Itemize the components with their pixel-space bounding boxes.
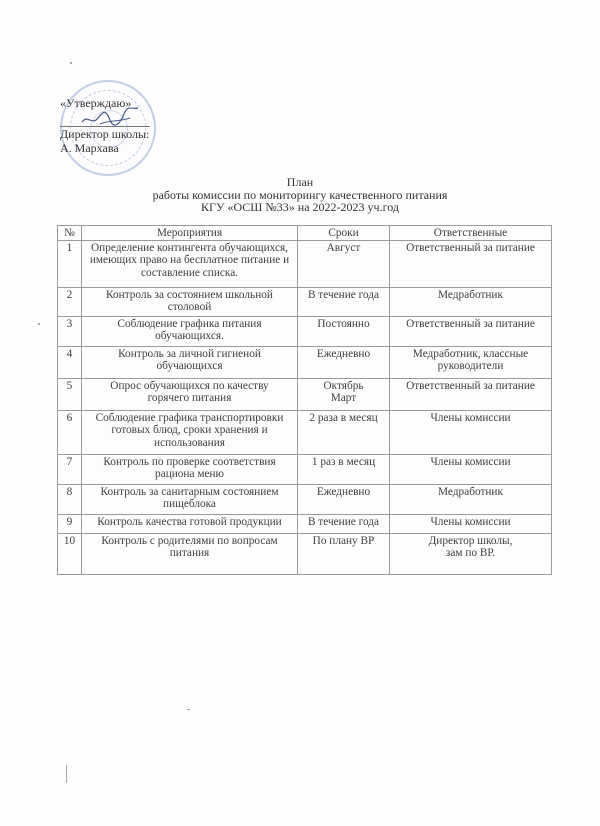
row-deadline-line: Постоянно <box>317 317 370 330</box>
row-responsible-line: Члены комиссии <box>430 515 511 528</box>
table-row <box>58 378 552 410</box>
row-activity <box>82 533 298 574</box>
row-responsible-line: Медработник <box>438 288 503 301</box>
row-activity-line: Контроль за состоянием школьной <box>106 288 273 301</box>
row-number: 3 <box>58 316 82 346</box>
row-activity-line: готовых блюд, сроки хранения и <box>111 424 268 436</box>
table-row <box>58 346 552 378</box>
row-activity-line: Опрос обучающихся по качеству <box>110 379 269 392</box>
row-activity <box>82 484 298 514</box>
document-title <box>0 176 600 214</box>
row-number: 2 <box>58 287 82 316</box>
row-responsible-line: Ответственный за питание <box>406 379 535 392</box>
row-responsible-line: Члены комиссии <box>430 455 511 468</box>
row-activity-line: столовой <box>167 301 212 313</box>
row-activity-line: обучающихся <box>156 360 223 372</box>
row-deadline-line: В течение года <box>307 515 380 528</box>
table-body <box>58 240 552 574</box>
row-responsible-line: Ответственный за питание <box>406 317 535 330</box>
row-number: 1 <box>58 240 82 287</box>
row-deadline-line: В течение года <box>307 288 380 301</box>
row-activity-line: Контроль по проверке соответствия <box>103 455 276 468</box>
row-responsible-line: Директор школы, <box>428 534 513 547</box>
row-responsible-line: зам по ВР. <box>445 547 496 559</box>
signature-line <box>60 110 150 127</box>
row-deadline <box>298 346 390 378</box>
title-line-1: План <box>286 175 314 189</box>
row-responsible <box>390 316 552 346</box>
header-num: № <box>58 226 82 241</box>
row-activity-line: Определение контингента обучающихся, <box>90 241 288 254</box>
table-row <box>58 533 552 574</box>
scan-speck <box>38 323 40 325</box>
table-row <box>58 484 552 514</box>
row-activity <box>82 316 298 346</box>
table-row <box>58 410 552 454</box>
row-deadline-line: Октябрь <box>323 379 364 392</box>
row-activity-line: использования <box>154 436 225 449</box>
header-deadline: Сроки <box>298 226 390 241</box>
row-activity <box>82 346 298 378</box>
row-deadline-line: 1 раз в месяц <box>311 455 376 468</box>
row-responsible <box>390 287 552 316</box>
row-responsible-line: руководители <box>437 360 504 372</box>
row-deadline <box>298 240 390 287</box>
row-activity <box>82 454 298 484</box>
scan-speck <box>70 62 72 64</box>
table-header-row <box>58 226 552 241</box>
header-responsible: Ответственные <box>390 226 552 241</box>
row-deadline <box>298 410 390 454</box>
row-deadline-line: Ежедневно <box>316 485 371 498</box>
approval-heading: «Утверждаю» <box>60 96 132 110</box>
row-activity-line: Соблюдение графика питания <box>117 317 262 330</box>
row-activity <box>82 240 298 287</box>
row-number: 10 <box>58 533 82 574</box>
row-number: 9 <box>58 514 82 533</box>
row-responsible-line: Ответственный за питание <box>406 241 535 254</box>
row-responsible <box>390 533 552 574</box>
row-responsible <box>390 346 552 378</box>
row-number: 6 <box>58 410 82 454</box>
row-deadline-line: Ежедневно <box>316 347 371 360</box>
row-activity-line: горячего питания <box>147 392 232 404</box>
approval-position: Директор школы: <box>60 127 150 141</box>
table-row <box>58 454 552 484</box>
row-responsible <box>390 514 552 533</box>
table-row <box>58 514 552 533</box>
row-activity <box>82 287 298 316</box>
row-number: 8 <box>58 484 82 514</box>
row-activity-line: Соблюдение графика транспортировки <box>95 411 284 424</box>
row-deadline-line: Август <box>326 241 361 254</box>
title-line-3: КГУ «ОСШ №33» на 2022-2023 уч.год <box>201 200 399 214</box>
row-activity-line: Контроль за личной гигиеной <box>118 347 261 360</box>
row-activity <box>82 410 298 454</box>
scan-speck <box>187 709 190 710</box>
title-line-2: работы комиссии по мониторингу качественного питания <box>152 187 448 202</box>
row-activity-line: Контроль с родителями по вопросам <box>101 534 278 547</box>
row-responsible-line: Медработник <box>438 485 503 498</box>
row-responsible <box>390 484 552 514</box>
row-deadline-line: Март <box>330 392 357 404</box>
row-activity-line: рациона меню <box>155 468 224 480</box>
row-responsible-line: Медработник, классные <box>412 347 529 360</box>
row-deadline <box>298 514 390 533</box>
row-responsible <box>390 410 552 454</box>
row-responsible <box>390 454 552 484</box>
row-deadline <box>298 287 390 316</box>
approval-name: А. Мархава <box>60 141 119 155</box>
approval-block <box>60 96 150 155</box>
row-responsible <box>390 240 552 287</box>
row-activity-line: питания <box>169 547 210 559</box>
row-activity <box>82 378 298 410</box>
row-activity-line: составление списка. <box>140 266 239 279</box>
table-row <box>58 316 552 346</box>
row-activity-line: пищеблока <box>163 498 216 510</box>
row-activity-line: Контроль качества готовой продукции <box>97 515 282 528</box>
scan-speck <box>66 765 67 783</box>
row-number: 7 <box>58 454 82 484</box>
row-deadline <box>298 454 390 484</box>
row-activity-line: обучающихся. <box>155 330 224 342</box>
row-number: 4 <box>58 346 82 378</box>
row-number: 5 <box>58 378 82 410</box>
row-deadline <box>298 484 390 514</box>
header-activity: Мероприятия <box>82 226 298 241</box>
row-deadline <box>298 378 390 410</box>
row-deadline <box>298 533 390 574</box>
row-deadline-line: По плану ВР <box>312 534 375 547</box>
row-responsible <box>390 378 552 410</box>
row-responsible-line: Члены комиссии <box>430 411 511 424</box>
row-activity <box>82 514 298 533</box>
table-row <box>58 287 552 316</box>
row-activity-line: имеющих право на бесплатное питание и <box>89 254 290 266</box>
table-row <box>58 240 552 287</box>
row-activity-line: Контроль за санитарным состоянием <box>100 485 279 498</box>
row-deadline-line: 2 раза в месяц <box>309 411 378 424</box>
plan-table <box>57 225 552 575</box>
row-deadline <box>298 316 390 346</box>
